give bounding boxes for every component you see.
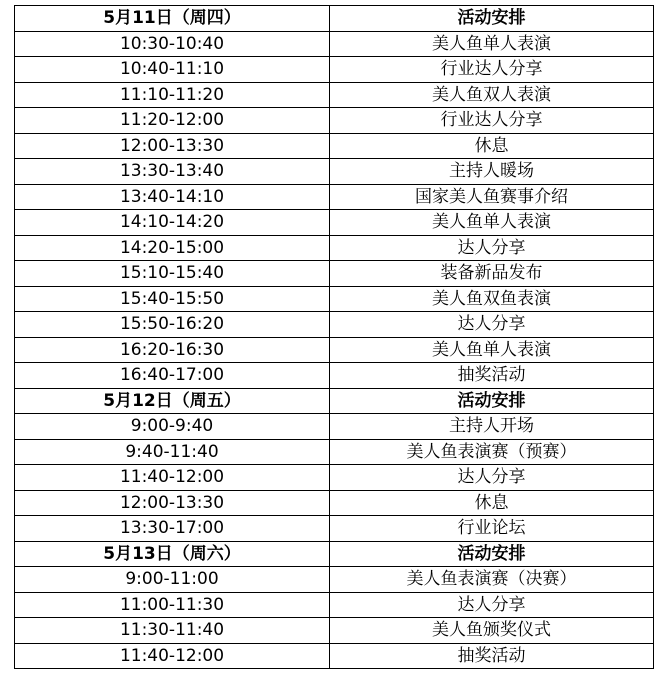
table-row — [15, 108, 654, 134]
day-header-row — [15, 541, 654, 567]
activity-cell: 行业论坛 — [330, 516, 654, 542]
table-row — [15, 133, 654, 159]
schedule-table — [14, 5, 654, 669]
time-slot-cell: 15:40-15:50 — [15, 286, 330, 312]
activity-cell: 美人鱼表演赛（决赛） — [330, 567, 654, 593]
table-row — [15, 592, 654, 618]
activity-cell: 抽奖活动 — [330, 643, 654, 669]
time-slot-cell: 11:40-12:00 — [15, 643, 330, 669]
table-row — [15, 210, 654, 236]
activity-cell: 美人鱼单人表演 — [330, 210, 654, 236]
day-date-header: 5月13日（周六） — [15, 541, 330, 567]
table-row — [15, 516, 654, 542]
time-slot-cell: 11:20-12:00 — [15, 108, 330, 134]
schedule-table-body — [15, 6, 654, 669]
time-slot-cell: 9:40-11:40 — [15, 439, 330, 465]
table-row — [15, 235, 654, 261]
activity-cell: 达人分享 — [330, 235, 654, 261]
time-slot-cell: 11:00-11:30 — [15, 592, 330, 618]
time-slot-cell: 10:40-11:10 — [15, 57, 330, 83]
activity-column-header: 活动安排 — [330, 541, 654, 567]
activity-cell: 主持人开场 — [330, 414, 654, 440]
time-slot-cell: 16:40-17:00 — [15, 363, 330, 389]
activity-cell: 达人分享 — [330, 312, 654, 338]
activity-cell: 休息 — [330, 490, 654, 516]
table-row — [15, 159, 654, 185]
day-header-row — [15, 6, 654, 32]
time-slot-cell: 15:10-15:40 — [15, 261, 330, 287]
activity-cell: 达人分享 — [330, 465, 654, 491]
table-row — [15, 57, 654, 83]
activity-cell: 抽奖活动 — [330, 363, 654, 389]
table-row — [15, 286, 654, 312]
table-row — [15, 261, 654, 287]
day-date-header: 5月12日（周五） — [15, 388, 330, 414]
table-row — [15, 643, 654, 669]
activity-column-header: 活动安排 — [330, 388, 654, 414]
activity-cell: 装备新品发布 — [330, 261, 654, 287]
time-slot-cell: 11:40-12:00 — [15, 465, 330, 491]
activity-cell: 美人鱼表演赛（预赛） — [330, 439, 654, 465]
activity-column-header: 活动安排 — [330, 6, 654, 32]
activity-cell: 行业达人分享 — [330, 108, 654, 134]
activity-cell: 美人鱼颁奖仪式 — [330, 618, 654, 644]
table-row — [15, 490, 654, 516]
table-row — [15, 31, 654, 57]
table-row — [15, 439, 654, 465]
time-slot-cell: 10:30-10:40 — [15, 31, 330, 57]
time-slot-cell: 11:10-11:20 — [15, 82, 330, 108]
time-slot-cell: 13:40-14:10 — [15, 184, 330, 210]
activity-cell: 国家美人鱼赛事介绍 — [330, 184, 654, 210]
activity-cell: 美人鱼双鱼表演 — [330, 286, 654, 312]
activity-cell: 休息 — [330, 133, 654, 159]
table-row — [15, 337, 654, 363]
activity-cell: 主持人暖场 — [330, 159, 654, 185]
day-header-row — [15, 388, 654, 414]
table-row — [15, 363, 654, 389]
day-date-header: 5月11日（周四） — [15, 6, 330, 32]
time-slot-cell: 14:10-14:20 — [15, 210, 330, 236]
table-row — [15, 567, 654, 593]
table-row — [15, 312, 654, 338]
table-row — [15, 184, 654, 210]
time-slot-cell: 9:00-9:40 — [15, 414, 330, 440]
activity-cell: 美人鱼单人表演 — [330, 337, 654, 363]
time-slot-cell: 13:30-17:00 — [15, 516, 330, 542]
time-slot-cell: 11:30-11:40 — [15, 618, 330, 644]
time-slot-cell: 15:50-16:20 — [15, 312, 330, 338]
table-row — [15, 465, 654, 491]
table-row — [15, 82, 654, 108]
time-slot-cell: 9:00-11:00 — [15, 567, 330, 593]
table-row — [15, 414, 654, 440]
activity-cell: 达人分享 — [330, 592, 654, 618]
time-slot-cell: 13:30-13:40 — [15, 159, 330, 185]
time-slot-cell: 14:20-15:00 — [15, 235, 330, 261]
table-row — [15, 618, 654, 644]
activity-cell: 行业达人分享 — [330, 57, 654, 83]
activity-cell: 美人鱼双人表演 — [330, 82, 654, 108]
time-slot-cell: 16:20-16:30 — [15, 337, 330, 363]
time-slot-cell: 12:00-13:30 — [15, 133, 330, 159]
time-slot-cell: 12:00-13:30 — [15, 490, 330, 516]
activity-cell: 美人鱼单人表演 — [330, 31, 654, 57]
schedule-sheet — [14, 5, 653, 669]
